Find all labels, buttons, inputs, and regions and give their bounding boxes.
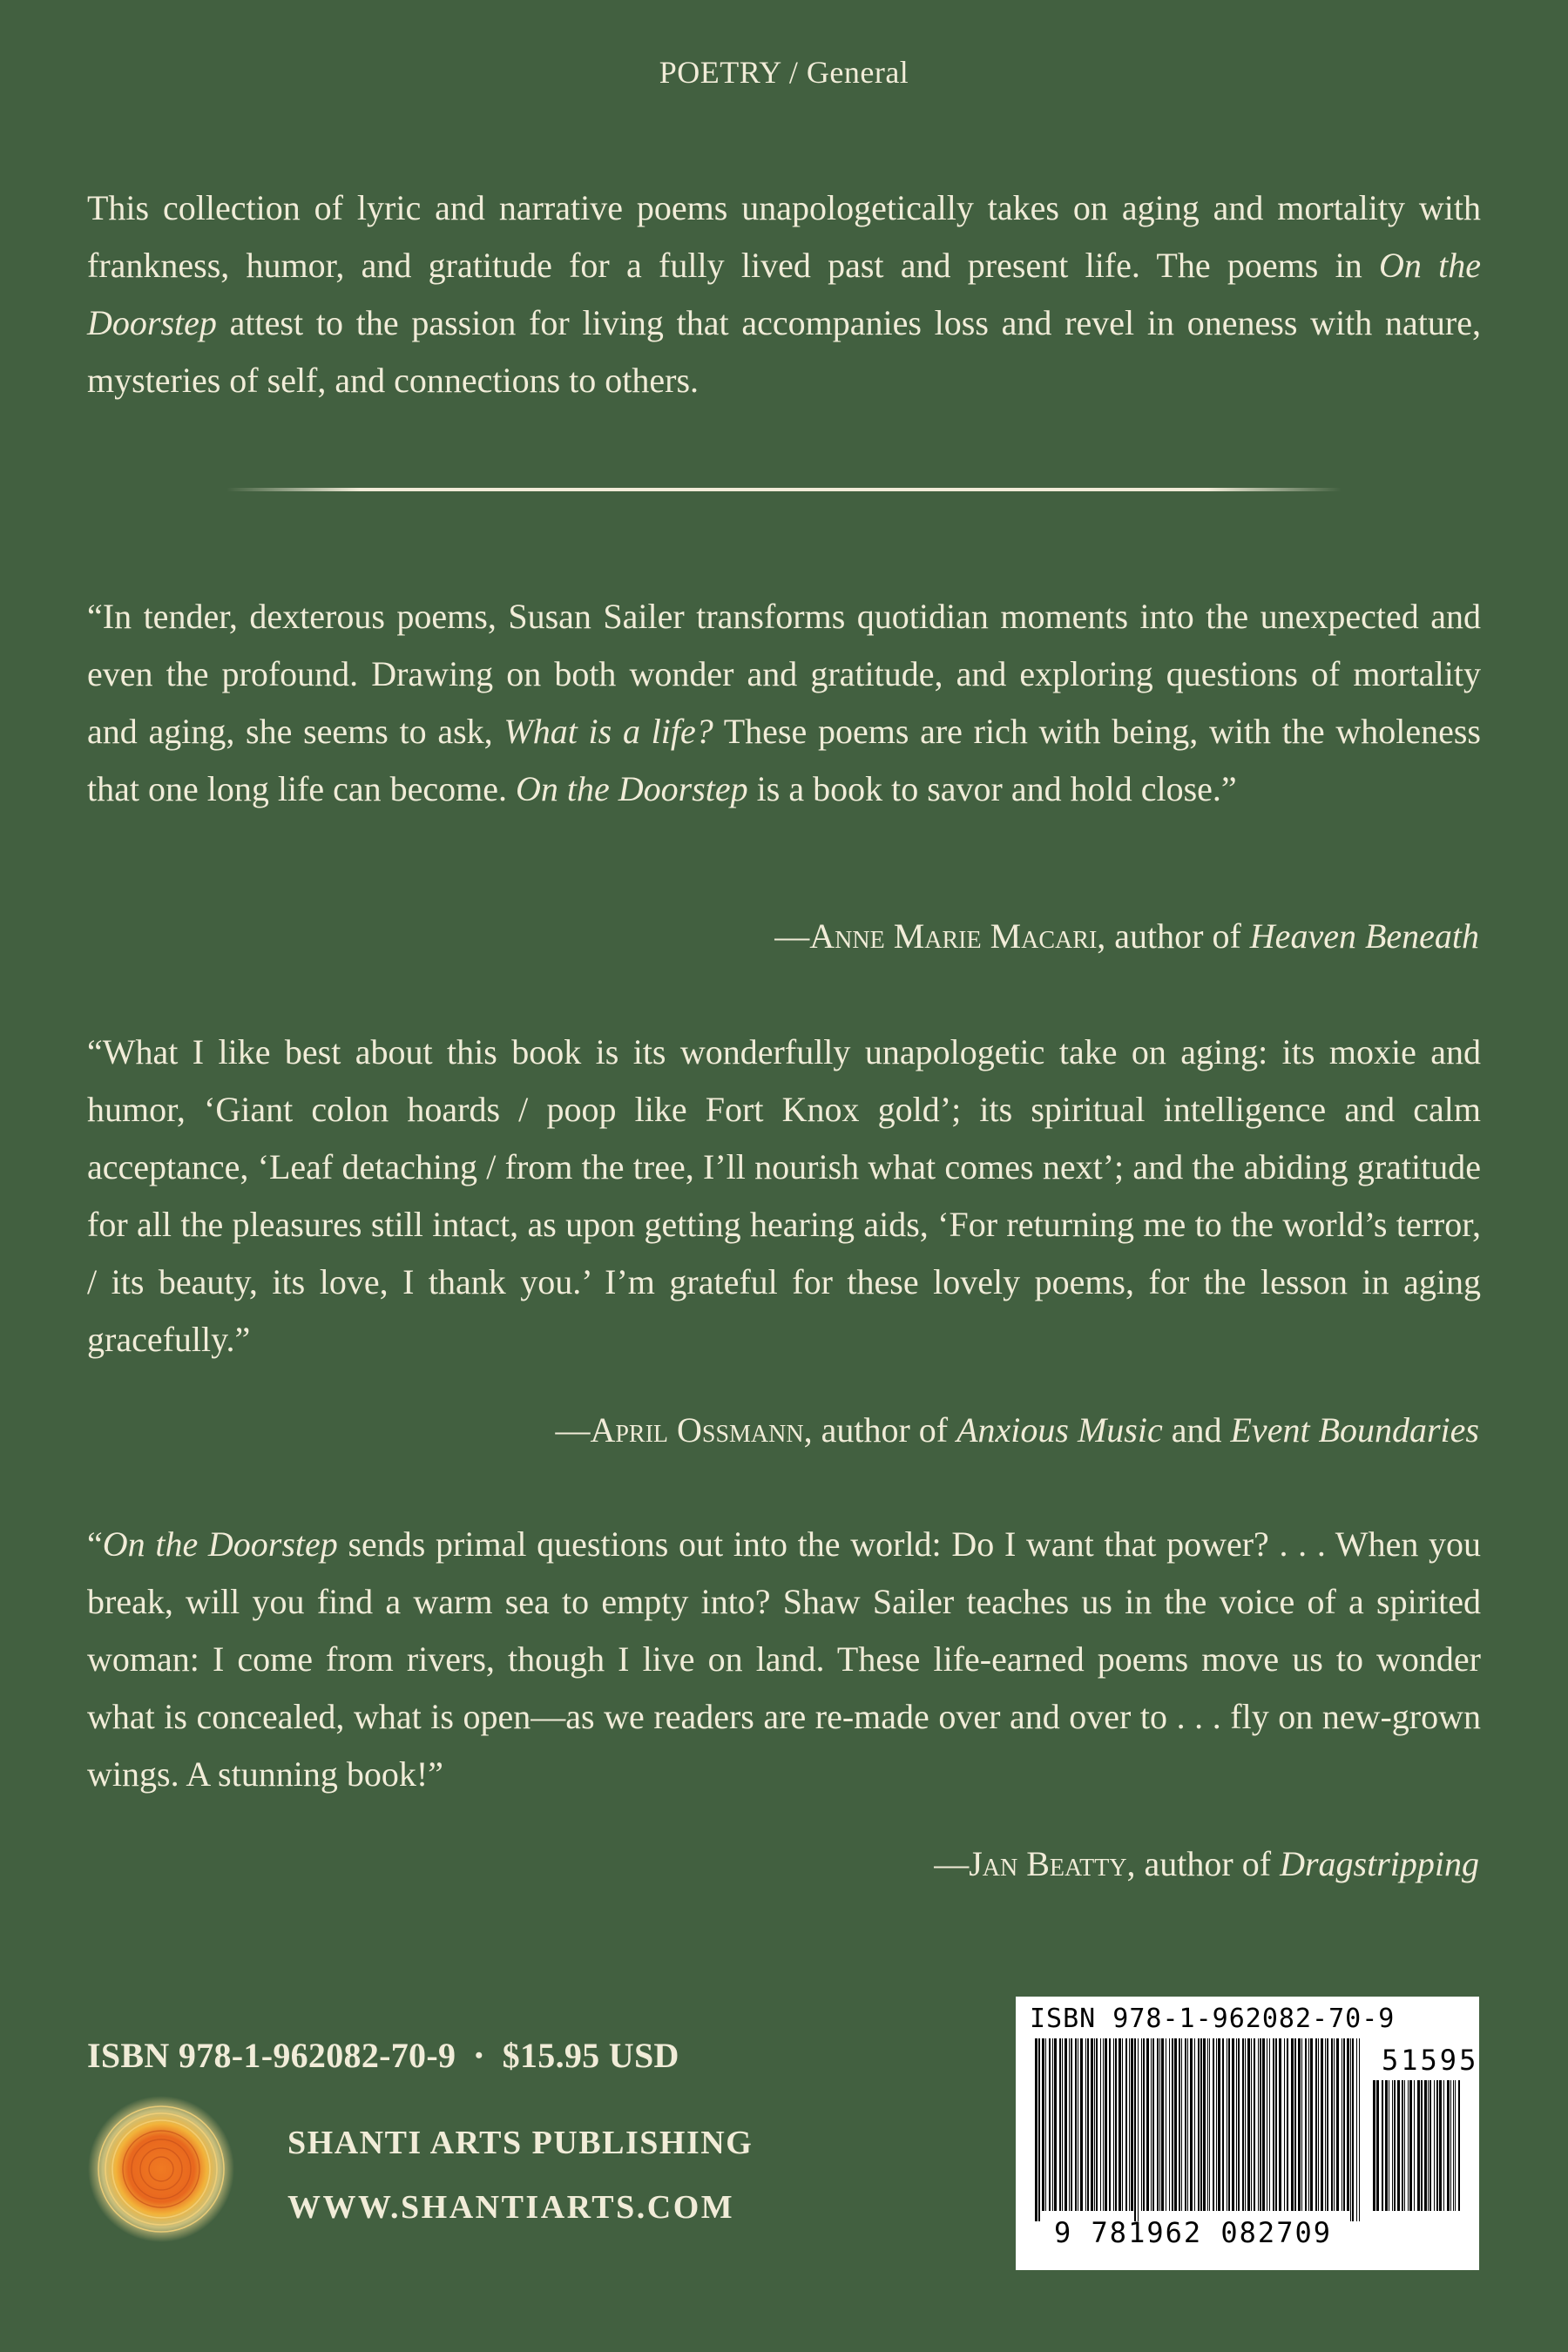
barcode-addon-bar: [1417, 2080, 1420, 2211]
barcode-addon-bar: [1414, 2080, 1415, 2211]
barcode-bar: [1062, 2038, 1063, 2211]
barcode-bar: [1185, 2038, 1186, 2211]
barcode-bar: [1347, 2038, 1349, 2211]
barcode-bar: [1125, 2038, 1127, 2211]
barcode-bar: [1087, 2038, 1089, 2211]
barcode-bar: [1275, 2038, 1277, 2211]
barcode-bar: [1315, 2038, 1317, 2211]
attribution-dash: —: [934, 1844, 970, 1883]
barcode-bar: [1151, 2038, 1152, 2211]
barcode-bar: [1169, 2038, 1170, 2211]
barcode-bar: [1122, 2038, 1123, 2211]
barcode-bar: [1294, 2038, 1296, 2211]
barcode-bar: [1096, 2038, 1098, 2211]
sun-logo-icon: [87, 2095, 235, 2243]
endorser-book-title: Anxious Music: [956, 1410, 1163, 1450]
endorser-book-title: Event Boundaries: [1230, 1410, 1479, 1450]
barcode-addon-bar: [1450, 2080, 1451, 2211]
barcode-bar: [1181, 2038, 1182, 2211]
quote-book-title: On the Doorstep: [102, 1524, 338, 1564]
barcode-bar: [1179, 2038, 1180, 2211]
barcode-bar: [1113, 2038, 1114, 2211]
barcode-bar: [1305, 2038, 1307, 2211]
quote-text: is a book to savor and hold close.”: [747, 769, 1237, 808]
publisher-logo: [87, 2095, 235, 2243]
endorsement-attribution-3: [934, 1840, 1479, 1889]
barcode-bar: [1187, 2038, 1188, 2211]
barcode-bar: [1134, 2038, 1136, 2221]
barcode-addon-bar: [1421, 2080, 1423, 2211]
barcode-addon-bar: [1434, 2080, 1435, 2211]
publisher-name: SHANTI ARTS PUBLISHING: [287, 2125, 754, 2161]
barcode-addon-bar: [1428, 2080, 1429, 2211]
isbn-text: ISBN 978-1-962082-70-9: [87, 2036, 456, 2075]
barcode-bar: [1356, 2038, 1357, 2221]
endorsement-quote-3: [87, 1516, 1481, 1803]
barcode-bar: [1109, 2038, 1111, 2211]
barcode-bar: [1085, 2038, 1086, 2211]
barcode-bar: [1115, 2038, 1117, 2211]
barcode-bar: [1218, 2038, 1220, 2211]
separator-bullet: •: [475, 2043, 483, 2068]
barcode-bar: [1152, 2038, 1154, 2211]
barcode-bar: [1045, 2038, 1046, 2211]
description-text: This collection of lyric and narrative poems unapologetically takes on aging and mortality with frankness, humor, and gratitude for a fully lived past and present life. The poems in: [87, 188, 1481, 285]
barcode-bar: [1236, 2038, 1237, 2211]
barcode-addon-bar: [1409, 2080, 1412, 2211]
barcode-isbn-label: ISBN 978-1-962082-70-9: [1030, 2004, 1396, 2034]
barcode-bar: [1359, 2038, 1360, 2221]
barcode-bar: [1172, 2038, 1173, 2211]
barcode-bar: [1298, 2038, 1301, 2211]
endorser-name: April Ossmann: [590, 1410, 804, 1450]
barcode-bar: [1143, 2038, 1145, 2211]
price-text: $15.95 USD: [502, 2036, 679, 2075]
barcode-bar: [1146, 2038, 1149, 2211]
barcode-bar: [1251, 2038, 1252, 2211]
barcode-bar: [1138, 2038, 1139, 2221]
barcode-bar: [1049, 2038, 1051, 2211]
barcode-bar: [1279, 2038, 1281, 2211]
quote-open-mark: “: [87, 1524, 103, 1564]
quote-text: sends primal questions out into the world: Do I want that power? . . . When you break, will you find a warm sea to empty into? Shaw Sailer teaches us in the voice of a spirited woman: I come from rivers, though I live on land. These life-earned poems move us to wonder what is concealed, what is open—as we readers are re-made over and over to . . . fly on new-grown wings. A stunning book!”: [87, 1524, 1482, 1794]
endorsement-attribution-1: [774, 912, 1479, 961]
section-divider: [226, 488, 1342, 491]
barcode-addon-bar: [1408, 2080, 1409, 2211]
publisher-website: WWW.SHANTIARTS.COM: [287, 2189, 735, 2226]
barcode-addon-bar: [1436, 2080, 1438, 2211]
barcode-addon-bar: [1392, 2080, 1393, 2211]
endorser-name: Anne Marie Macari: [809, 916, 1098, 956]
barcode-bar: [1131, 2038, 1133, 2211]
barcode-bar: [1100, 2038, 1101, 2211]
barcode-bar: [1157, 2038, 1159, 2211]
description-text-end: attest to the passion for living that accompanies loss and revel in oneness with nature, mysteries of self, and connections to others.: [87, 303, 1481, 400]
endorsement-quote-2: “What I like best about this book is its wonderfully unapologetic take on aging: its moxie and humor, ‘Giant colon hoards / poop like Fort Knox gold’; its spiritual intelligence and calm acceptance, ‘Leaf detaching / from the tree, I’ll nourish what comes next’; and the abiding gratitude for all the pleasures still intact, as upon getting hearing aids, ‘For returning me to the world’s terror, / its beauty, its love, I thank you.’ I’m grateful for these lovely poems, for the lesson in aging gracefully.”: [87, 1032, 1481, 1359]
barcode-addon-bar: [1458, 2080, 1460, 2211]
endorsement-attribution-2: [555, 1406, 1479, 1455]
barcode-bar: [1301, 2038, 1302, 2211]
barcode-bar: [1059, 2038, 1061, 2211]
barcode-bar: [1080, 2038, 1083, 2211]
barcode-addon-bar: [1394, 2080, 1396, 2211]
barcode-bar: [1105, 2038, 1107, 2211]
barcode-addon-bar: [1455, 2080, 1456, 2211]
barcode-addon-bar: [1424, 2080, 1427, 2211]
barcode-bar: [1035, 2038, 1037, 2221]
barcode-bar: [1308, 2038, 1309, 2211]
barcode-bar: [1228, 2038, 1230, 2211]
quote-text: “In tender, dexterous poems, Susan Sailer transforms quotidian moments into the unexpected and even the profound. Drawing on both wonder and gratitude, and exploring questions of mortality and aging, she seems to ask,: [87, 597, 1481, 751]
barcode-addon-bar: [1385, 2080, 1388, 2211]
barcode-bar: [1260, 2038, 1261, 2211]
barcode-addon-bar: [1439, 2080, 1442, 2211]
barcode-bar: [1238, 2038, 1240, 2211]
barcode-addon-bar: [1397, 2080, 1400, 2211]
barcode-addon-bar: [1447, 2080, 1450, 2211]
barcode-addon-bar: [1373, 2080, 1375, 2211]
barcode-bar: [1291, 2038, 1294, 2211]
barcode-bar: [1254, 2038, 1255, 2211]
barcode-bar: [1069, 2038, 1070, 2211]
barcode-bar: [1327, 2038, 1328, 2211]
attribution-dash: —: [555, 1410, 591, 1450]
barcode-bar: [1194, 2038, 1195, 2211]
barcode-bar: [1207, 2038, 1208, 2211]
barcode-bar: [1129, 2038, 1130, 2211]
barcode-addon-bar: [1443, 2080, 1444, 2211]
barcode-bar: [1247, 2038, 1250, 2211]
barcode-bar: [1242, 2038, 1244, 2211]
attribution-role: , author of: [803, 1410, 957, 1450]
barcode-bar: [1075, 2038, 1077, 2211]
book-description: [87, 179, 1481, 409]
barcode-bar: [1258, 2038, 1259, 2211]
attribution-dash: —: [774, 916, 810, 956]
barcode-addon-bar: [1453, 2080, 1454, 2211]
barcode-bar: [1203, 2038, 1206, 2211]
barcode-bar: [1350, 2038, 1351, 2221]
barcode-bar: [1052, 2038, 1053, 2211]
endorsement-quote-1: [87, 588, 1481, 818]
isbn-price-line: [87, 2035, 679, 2076]
quote-text: These poems are rich with being, with the wholeness that one long life can become.: [87, 712, 1481, 808]
barcode-bar: [1198, 2038, 1200, 2211]
barcode-bar: [1273, 2038, 1274, 2211]
barcode-bar: [1091, 2038, 1093, 2211]
barcode-bar: [1119, 2038, 1121, 2211]
barcode-addon-bar: [1376, 2080, 1379, 2211]
barcode-bar: [1310, 2038, 1313, 2211]
barcode-bar: [1200, 2038, 1202, 2211]
barcode-bar: [1222, 2038, 1224, 2211]
barcode-bar: [1269, 2038, 1270, 2211]
endorser-name: Jan Beatty: [969, 1844, 1127, 1883]
barcode-bar: [1331, 2038, 1333, 2211]
barcode-price-code: 51595: [1382, 2044, 1479, 2077]
barcode-bar: [1262, 2038, 1265, 2211]
barcode-bar: [1038, 2038, 1040, 2221]
attribution-role: , author of: [1097, 916, 1250, 956]
barcode-bar: [1161, 2038, 1164, 2211]
barcode-bar: [1071, 2038, 1072, 2211]
barcode-bar: [1245, 2038, 1246, 2211]
barcode-digits: 9 781962 082709: [1054, 2216, 1332, 2249]
barcode-bar: [1343, 2038, 1345, 2211]
endorser-book-title: Dragstripping: [1280, 1844, 1479, 1883]
barcode-addon-bar: [1404, 2080, 1405, 2211]
barcode: [1016, 1997, 1479, 2270]
barcode-bar: [1094, 2038, 1095, 2211]
barcode-addon-bar: [1429, 2080, 1431, 2211]
barcode-bar: [1064, 2038, 1067, 2211]
barcode-bar: [1318, 2038, 1319, 2211]
barcode-bar: [1336, 2038, 1339, 2211]
quote-italic: What is a life?: [504, 712, 713, 751]
quote-book-title: On the Doorstep: [516, 769, 748, 808]
barcode-bar: [1334, 2038, 1335, 2211]
attribution-role: , author of: [1126, 1844, 1281, 1883]
barcode-addon-bar: [1382, 2080, 1383, 2211]
barcode-bar: [1174, 2038, 1177, 2211]
barcode-bar: [1352, 2038, 1354, 2221]
description-book-title: On the Doorstep: [87, 246, 1481, 342]
barcode-bar: [1325, 2038, 1326, 2211]
barcode-bar: [1141, 2038, 1142, 2211]
attribution-conjunction: and: [1162, 1410, 1231, 1450]
barcode-bar: [1209, 2038, 1210, 2211]
barcode-bar: [1213, 2038, 1214, 2211]
barcode-bar: [1287, 2038, 1288, 2211]
barcode-bar: [1284, 2038, 1285, 2211]
barcode-addon-bar: [1402, 2080, 1403, 2211]
barcode-bar: [1190, 2038, 1193, 2211]
barcode-bar: [1232, 2038, 1234, 2211]
barcode-bar: [1321, 2038, 1323, 2211]
barcode-bar: [1042, 2038, 1044, 2211]
book-category: POETRY / General: [659, 55, 909, 90]
endorser-book-title: Heaven Beneath: [1249, 916, 1479, 956]
barcode-bar: [1054, 2038, 1057, 2211]
barcode-bar: [1103, 2038, 1104, 2211]
barcode-bar: [1216, 2038, 1217, 2211]
barcode-bar: [1159, 2038, 1160, 2211]
